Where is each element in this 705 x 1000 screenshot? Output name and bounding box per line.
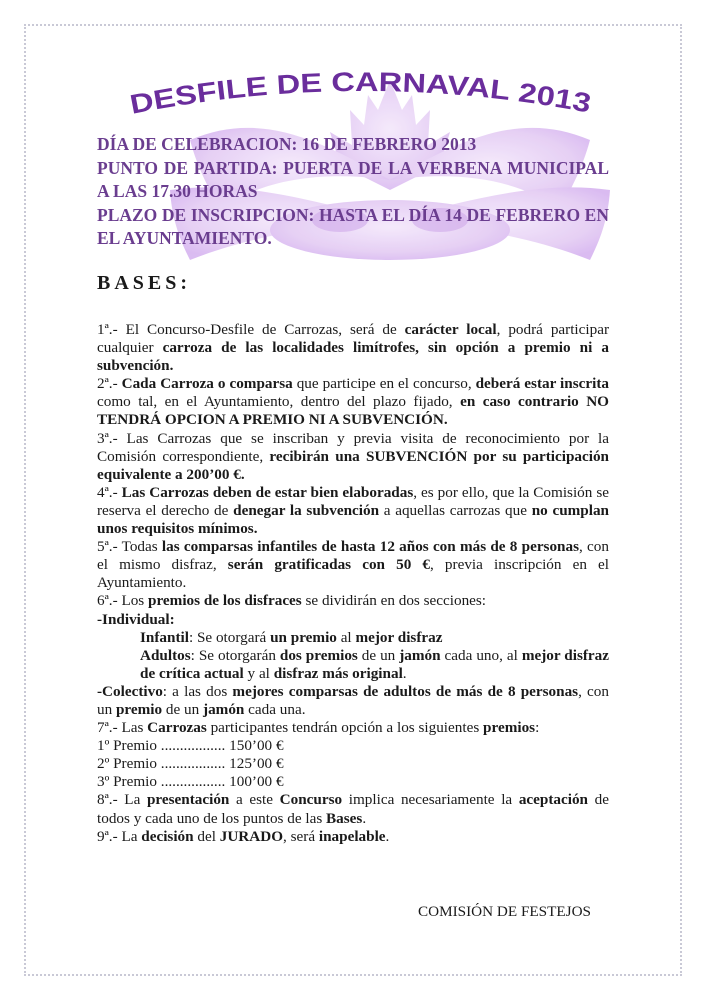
rules-body	[97, 321, 609, 846]
rule-4: 4ª.- Las Carrozas deben de estar bien elaboradas, es por ello, que la Comisión se reserva el derecho de denegar la subvención a aquellas carrozas que no cumplan unos requisitos mínimos.	[97, 483, 610, 538]
infantil-prize: Infantil: Se otorgará un premio al mejor disfraz	[140, 628, 443, 646]
rule-6: 6ª.- Los premios de los disfraces se dividirán en dos secciones:	[97, 592, 487, 610]
rule-number: 8ª.-	[97, 791, 118, 809]
prize-row: 2º Premio ................. 125’00 €	[97, 755, 284, 773]
svg-text:DESFILE DE CARNAVAL 2013	[128, 67, 594, 114]
rule-number: 1ª.-	[97, 321, 118, 338]
rule-2: 2ª.- Cada Carroza o comparsa que participe en el concurso, deberá estar inscrita como tal, en el Ayuntamiento, dentro del plazo fijado, en caso contrario NO TENDRÁ OPCION A PREMIO NI A SUBVENCIÓN.	[97, 375, 609, 429]
page-title	[0, 44, 705, 114]
rule-number: 3ª.-	[97, 429, 118, 447]
event-start-point: PUNTO DE PARTIDA: PUERTA DE LA VERBENA MUNICIPAL A LAS 17.30 HORAS	[97, 157, 609, 201]
event-info	[97, 133, 609, 251]
rule-number: 6ª.-	[97, 592, 118, 610]
colectivo-prize: -Colectivo: a las dos mejores comparsas de adultos de más de 8 personas, con un premio de un jamón cada una.	[97, 682, 609, 718]
event-date: DÍA DE CELEBRACION: 16 DE FEBRERO 2013	[97, 134, 477, 154]
title-text: DESFILE DE CARNAVAL 2013	[127, 66, 591, 114]
registration-deadline: PLAZO DE INSCRIPCION: HASTA EL DÍA 14 DE FEBRERO EN EL AYUNTAMIENTO.	[97, 204, 609, 248]
prize-row: 3º Premio ................. 100’00 €	[97, 773, 284, 791]
rule-number: 7ª.-	[97, 719, 118, 737]
rule-3: 3ª.- Las Carrozas que se inscriban y previa visita de reconocimiento por la Comisión correspondiente, recibirán una SUBVENCIÓN por su participación equivalente a 200’00 €.	[97, 429, 609, 483]
rule-1: 1ª.- El Concurso-Desfile de Carrozas, será de carácter local, podrá participar cualquier carroza de las localidades limítrofes, sin opción a premio ni a subvención.	[97, 321, 610, 375]
rule-7: 7ª.- Las Carrozas participantes tendrán opción a los siguientes premios:	[97, 719, 540, 737]
adultos-prize: Adultos: Se otorgarán dos premios de un jamón cada uno, al mejor disfraz de crítica actual y al disfraz más original.	[140, 646, 609, 682]
rule-number: 4ª.-	[97, 483, 118, 501]
rule-number: 2ª.-	[97, 375, 118, 393]
signature: COMISIÓN DE FESTEJOS	[418, 903, 591, 920]
rule-8: 8ª.- La presentación a este Concurso implica necesariamente la aceptación de todos y cada uno de los puntos de las Bases.	[97, 791, 609, 827]
rule-9: 9ª.- La decisión del JURADO, será inapelable.	[97, 827, 390, 845]
prize-row: 1º Premio ................. 150’00 €	[97, 737, 284, 755]
rule-5: 5ª.- Todas las comparsas infantiles de hasta 12 años con más de 8 personas, con el mismo disfraz, serán gratificadas con 50 €, previa inscripción en el Ayuntamiento.	[97, 538, 609, 592]
rule-number: 9ª.-	[97, 827, 118, 845]
individual-section-label: -Individual:	[97, 610, 175, 628]
rule-number: 5ª.-	[97, 538, 118, 556]
bases-heading: BASES:	[97, 272, 192, 294]
